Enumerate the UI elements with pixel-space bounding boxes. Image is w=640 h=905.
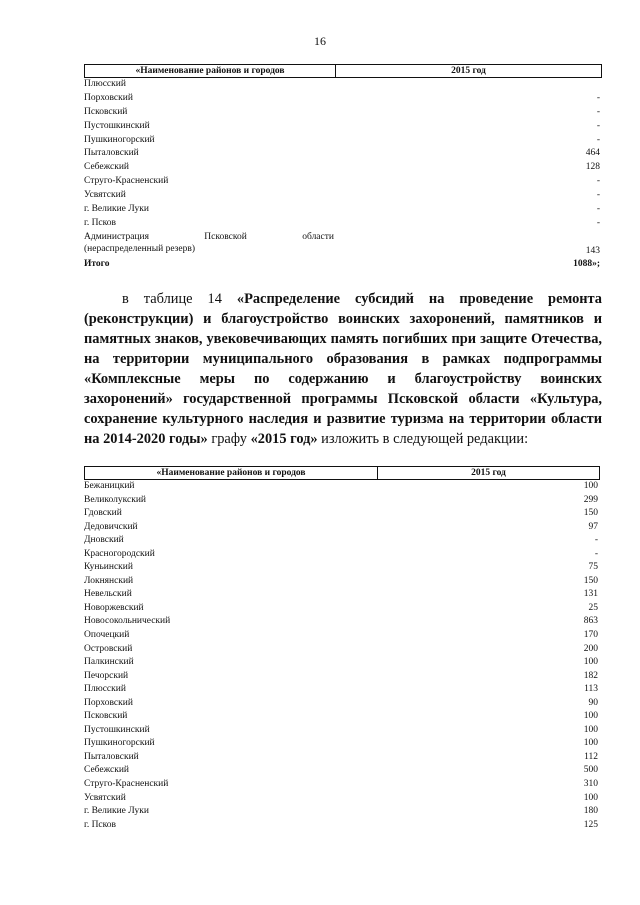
table-row <box>84 792 600 806</box>
admin-line-2: (нераспределенный резерв) <box>84 244 196 255</box>
table-row <box>84 561 600 575</box>
column-header-year: 2015 год <box>451 66 486 76</box>
row-name: Струго-Красненский <box>84 779 169 790</box>
table-row <box>84 147 602 161</box>
row-value: - <box>594 535 598 546</box>
paragraph-text-2: графу <box>207 431 251 447</box>
row-name: Псковский <box>84 711 128 722</box>
row-name: Себежский <box>84 765 129 776</box>
table-row <box>84 161 602 175</box>
table-row <box>84 629 600 643</box>
amendment-paragraph <box>84 289 602 449</box>
row-name: Плюсский <box>84 79 126 89</box>
paragraph-text-1: в таблице 14 <box>122 291 237 307</box>
table-body <box>84 78 602 231</box>
row-value: - <box>594 548 598 559</box>
table-title-quote: «Распределение субсидий на проведение ремонта (реконструкции) и благоустройство воинских захоронений, памятников и памятных знаков, увековечивающих память погибших при защите Отечества, на территории муниципального образования в рамках подпрограммы «Комплексные меры по содержанию и благоустройству воинских захоронений» государственной программы Псковской области «Культура, сохранение культурного наследия и развитие туризма на территории области на 2014-2020 годы» <box>84 291 602 447</box>
column-header-year: 2015 год <box>471 468 506 478</box>
row-value: 75 <box>588 562 598 573</box>
table-row <box>84 134 602 148</box>
row-name: Новосокольнический <box>84 616 171 627</box>
table-row <box>84 737 600 751</box>
table-row <box>84 575 600 589</box>
row-name: Пустошкинский <box>84 724 150 735</box>
row-name: Струго-Красненский <box>84 176 169 187</box>
row-value: 128 <box>585 162 600 173</box>
row-value: - <box>596 217 600 228</box>
row-name: Опочецкий <box>84 630 130 641</box>
row-value: 180 <box>583 806 598 817</box>
row-name: Порховский <box>84 92 133 103</box>
table-row <box>84 764 600 778</box>
paragraph-text-3: изложить в следующей редакции: <box>317 431 529 447</box>
row-value: 100 <box>583 738 598 749</box>
row-value: 150 <box>583 575 598 586</box>
row-name: Себежский <box>84 162 129 173</box>
row-name: Порховский <box>84 697 133 708</box>
row-name: Локнянский <box>84 575 134 586</box>
table-row <box>84 203 602 217</box>
table-row <box>84 217 602 231</box>
admin-word-2: Псковской <box>204 231 247 242</box>
page-number: 16 <box>314 34 326 48</box>
row-value: 100 <box>583 481 598 491</box>
row-value: 150 <box>583 508 598 519</box>
row-name: Плюсский <box>84 684 126 695</box>
total-value: 1088»; <box>573 258 600 269</box>
row-name: Бежаницкий <box>84 481 135 491</box>
table-row <box>84 778 600 792</box>
admin-value: 143 <box>585 246 600 257</box>
row-name: Пустошкинский <box>84 120 150 131</box>
table-row <box>84 643 600 657</box>
row-name: Дедовичский <box>84 521 138 532</box>
row-value: 25 <box>588 602 598 613</box>
table-row <box>84 724 600 738</box>
table-row <box>84 670 600 684</box>
row-value: - <box>596 190 600 201</box>
table-row <box>84 534 600 548</box>
row-value: 299 <box>583 494 598 505</box>
row-value: - <box>596 204 600 215</box>
table-body <box>84 480 600 832</box>
row-value <box>600 78 602 92</box>
row-value: 97 <box>588 521 598 532</box>
row-name: Красногородский <box>84 548 155 559</box>
table-row <box>84 751 600 765</box>
column-name-quote: «2015 год» <box>250 431 318 447</box>
row-name: г. Великие Луки <box>84 204 149 215</box>
row-value: 100 <box>583 724 598 735</box>
row-name: Куньинский <box>84 562 133 573</box>
table-row <box>84 175 602 189</box>
row-name: Новоржевский <box>84 602 144 613</box>
table-row <box>84 697 600 711</box>
row-value: - <box>596 120 600 131</box>
table-row <box>84 548 600 562</box>
row-value: 182 <box>583 670 598 681</box>
row-name: Пыталовский <box>84 751 139 762</box>
table-row <box>84 588 600 602</box>
row-name: Усвятский <box>84 792 126 803</box>
row-name: Дновский <box>84 535 124 546</box>
row-value: 125 <box>583 819 598 830</box>
table-row <box>84 656 600 670</box>
row-value: 112 <box>584 751 598 762</box>
column-header-name: «Наименование районов и городов <box>85 65 336 77</box>
row-name: Псковский <box>84 106 128 117</box>
row-name: Пушкиногорский <box>84 134 155 145</box>
column-header-name: «Наименование районов и городов <box>85 467 378 479</box>
row-name: Палкинский <box>84 657 134 668</box>
total-label: Итого <box>84 258 110 269</box>
admin-word-1: Администрация <box>84 231 149 242</box>
admin-label <box>84 231 334 258</box>
row-value: 310 <box>583 779 598 790</box>
table-row-total <box>84 258 602 272</box>
table-header <box>84 466 600 480</box>
table-row <box>84 78 602 92</box>
row-value: 113 <box>584 684 598 695</box>
row-name: г. Великие Луки <box>84 806 149 817</box>
row-value: - <box>596 176 600 187</box>
table-row-admin-reserve <box>84 231 602 258</box>
row-name: Невельский <box>84 589 132 600</box>
row-name: Великолукский <box>84 494 147 505</box>
row-name: г. Псков <box>84 819 117 830</box>
row-value: - <box>596 92 600 103</box>
table-row <box>84 92 602 106</box>
table-row <box>84 710 600 724</box>
table-row <box>84 521 600 535</box>
row-value: 500 <box>583 765 598 776</box>
table-header <box>84 64 602 78</box>
row-value: 90 <box>588 697 598 708</box>
table-row <box>84 494 600 508</box>
row-value: - <box>596 134 600 145</box>
table-row <box>84 683 600 697</box>
row-value: 464 <box>585 148 600 159</box>
row-name: г. Псков <box>84 217 117 228</box>
row-name: Островский <box>84 643 133 654</box>
row-name: Пушкиногорский <box>84 738 155 749</box>
row-value: 863 <box>583 616 598 627</box>
row-name: Пыталовский <box>84 148 139 159</box>
table-row <box>84 106 602 120</box>
table-row <box>84 480 600 494</box>
row-name: Печорский <box>84 670 129 681</box>
table-row <box>84 602 600 616</box>
row-value: 170 <box>583 630 598 641</box>
row-value: 100 <box>583 657 598 668</box>
row-value: 200 <box>583 643 598 654</box>
row-value: 100 <box>583 792 598 803</box>
admin-word-3: области <box>302 231 334 242</box>
row-value: 100 <box>583 711 598 722</box>
subsidy-table-new-edition <box>84 466 600 832</box>
table-row <box>84 507 600 521</box>
subsidy-table-continued <box>84 64 602 272</box>
row-value: - <box>596 106 600 117</box>
row-name: Усвятский <box>84 190 126 201</box>
row-value: 131 <box>583 589 598 600</box>
table-row <box>84 805 600 819</box>
table-row <box>84 120 602 134</box>
table-row <box>84 615 600 629</box>
row-name: Гдовский <box>84 508 122 519</box>
table-row <box>84 189 602 203</box>
table-row <box>84 819 600 833</box>
